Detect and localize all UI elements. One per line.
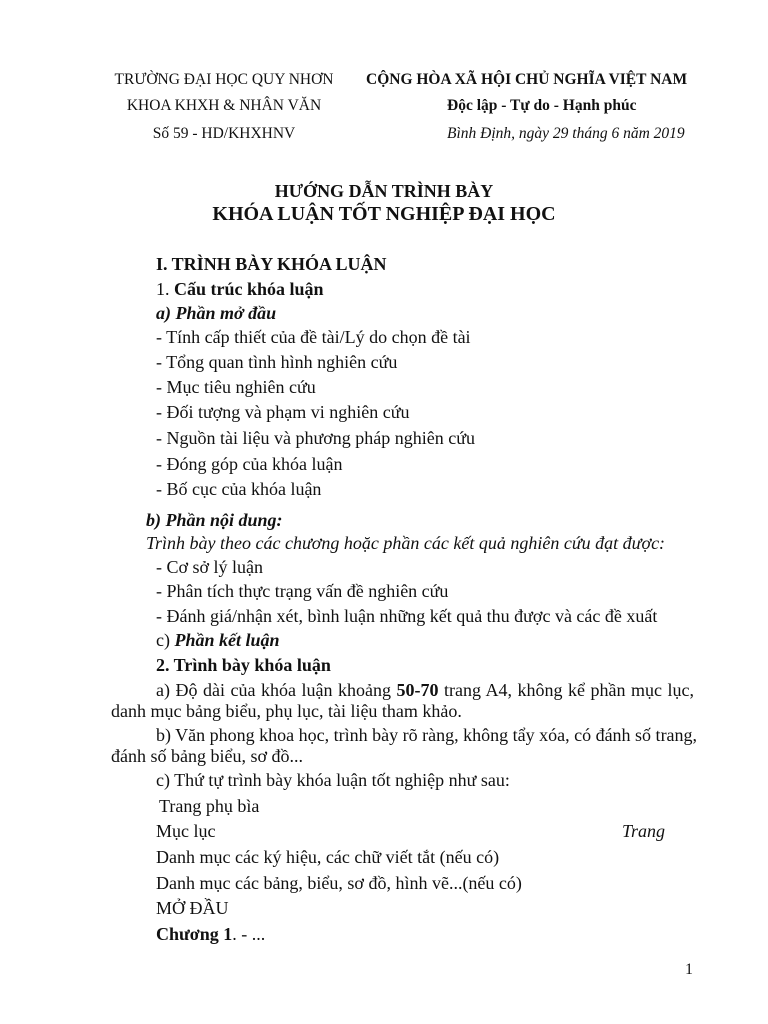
list-item: - Phân tích thực trạng vấn đề nghiên cứu [156,581,449,601]
page-column-label: Trang [622,821,666,841]
subsection-number: 1. [156,279,170,299]
part-title: Phần kết luận [174,630,280,650]
list-item: - Nguồn tài liệu và phương pháp nghiên cứu [156,428,475,448]
page-range: 50-70 [396,680,439,700]
part-label: c) [156,630,170,650]
section-heading: I. TRÌNH BÀY KHÓA LUẬN [156,254,387,274]
list-item: - Mục tiêu nghiên cứu [156,377,316,397]
place-and-date: Bình Định, ngày 29 tháng 6 năm 2019 [447,125,685,142]
list-item: - Đóng góp của khóa luận [156,454,343,474]
paragraph-line: c) Thứ tự trình bày khóa luận tốt nghiệp như sau: [156,770,510,790]
paragraph-line: b) Văn phong khoa học, trình bày rõ ràng, không tẩy xóa, có đánh số trang, [156,725,698,745]
subsection-title: Cấu trúc khóa luận [174,279,324,299]
faculty-name: KHOA KHXH & NHÂN VĂN [126,97,322,114]
length-text-continued: trang A4, không kể phần mục lục, [438,680,694,700]
national-motto: Độc lập - Tự do - Hạnh phúc [447,97,637,114]
subsection-heading-presentation: 2. Trình bày khóa luận [156,655,331,675]
toc-item: Danh mục các bảng, biểu, sơ đồ, hình vẽ...(nếu có) [156,873,522,893]
part-heading-content: b) Phần nội dung: [146,510,283,530]
list-item: - Tổng quan tình hình nghiên cứu [156,352,398,372]
document-title-line-2: KHÓA LUẬN TỐT NGHIỆP ĐẠI HỌC [212,203,556,225]
subsection-heading-structure [156,278,324,300]
chapter-label: Chương 1 [156,924,233,944]
toc-item: Danh mục các ký hiệu, các chữ viết tắt (nếu có) [156,847,500,867]
part-heading-conclusion [156,629,280,651]
paragraph-line: đánh số bảng biểu, sơ đồ... [111,746,303,766]
length-text: a) Độ dài của khóa luận khoảng [156,680,397,700]
list-item: - Bố cục của khóa luận [156,479,322,499]
list-item: - Cơ sở lý luận [156,557,264,577]
country-name: CỘNG HÒA XÃ HỘI CHỦ NGHĨA VIỆT NAM [366,71,688,88]
paragraph-line: danh mục bảng biểu, phụ lục, tài liệu tham khảo. [111,701,462,721]
document-number: Số 59 - HD/KHXHNV [152,125,296,142]
document-title-line-1: HƯỚNG DẪN TRÌNH BÀY [274,181,494,201]
toc-item: MỞ ĐẦU [156,898,229,918]
toc-item: Mục lục [156,821,216,841]
page-number: 1 [685,961,693,978]
intro-text: Trình bày theo các chương hoặc phần các kết quả nghiên cứu đạt được: [146,533,666,553]
paragraph-line [156,679,694,701]
list-item: - Tính cấp thiết của đề tài/Lý do chọn đề tài [156,327,471,347]
part-heading-opening: a) Phần mở đầu [156,303,277,323]
list-item: - Đánh giá/nhận xét, bình luận những kết quả thu được và các đề xuất [156,606,658,626]
toc-item-chapter [156,923,265,945]
list-item: - Đối tượng và phạm vi nghiên cứu [156,402,410,422]
chapter-rest: . - ... [232,924,266,944]
university-name: TRƯỜNG ĐẠI HỌC QUY NHƠN [114,71,334,88]
toc-item: Trang phụ bìa [159,796,260,816]
